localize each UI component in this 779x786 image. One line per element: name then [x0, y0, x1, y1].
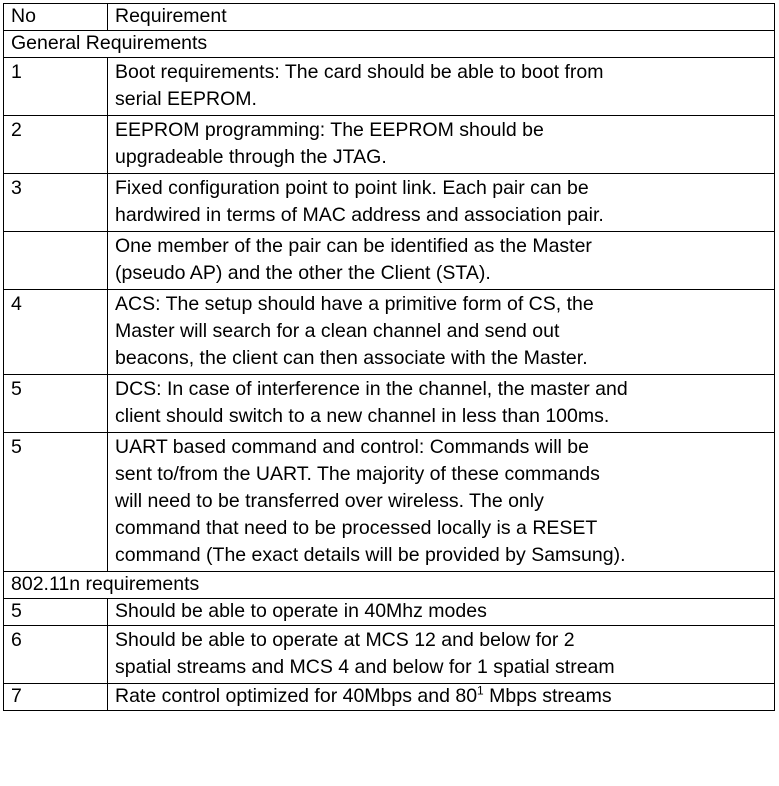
- req-number: 7: [4, 684, 108, 711]
- header-row: [4, 4, 775, 31]
- req-number: 2: [4, 116, 108, 174]
- header-requirement: Requirement: [108, 4, 775, 31]
- req-number: 5: [4, 599, 108, 626]
- table-row: [4, 375, 775, 433]
- footnote-marker: 1: [477, 683, 484, 698]
- section-row-general: [4, 31, 775, 58]
- req-number: [4, 232, 108, 290]
- req-text: UART based command and control: Commands will be sent to/from the UART. The majority of these commands will need to be transferred over wireless. The only command that need to be processed locally is a RESET command (The exact details will be provided by Samsung).: [108, 433, 775, 572]
- req-text: Boot requirements: The card should be able to boot from serial EEPROM.: [108, 58, 775, 116]
- req-text: ACS: The setup should have a primitive form of CS, the Master will search for a clean channel and send out beacons, the client can then associate with the Master.: [108, 290, 775, 375]
- requirements-table: [3, 3, 775, 711]
- req-text-after: Mbps streams: [483, 685, 612, 707]
- req-text: Should be able to operate at MCS 12 and below for 2 spatial streams and MCS 4 and below for 1 spatial stream: [108, 626, 775, 684]
- req-number: 5: [4, 375, 108, 433]
- table-row: [4, 626, 775, 684]
- table-row: [4, 232, 775, 290]
- table-row: [4, 116, 775, 174]
- req-text: [108, 684, 775, 711]
- req-text: DCS: In case of interference in the channel, the master and client should switch to a new channel in less than 100ms.: [108, 375, 775, 433]
- req-text-before: Rate control optimized for 40Mbps and 80: [115, 685, 478, 707]
- req-number: 6: [4, 626, 108, 684]
- req-text: Fixed configuration point to point link. Each pair can be hardwired in terms of MAC address and association pair.: [108, 174, 775, 232]
- table-row: [4, 684, 775, 711]
- table-row: [4, 58, 775, 116]
- req-number: 5: [4, 433, 108, 572]
- req-text: Should be able to operate in 40Mhz modes: [108, 599, 775, 626]
- section-title-general: General Requirements: [4, 31, 775, 58]
- table-row: [4, 433, 775, 572]
- header-no: No: [4, 4, 108, 31]
- table-row: [4, 599, 775, 626]
- table-row: [4, 290, 775, 375]
- req-number: 3: [4, 174, 108, 232]
- req-number: 4: [4, 290, 108, 375]
- req-text: One member of the pair can be identified as the Master (pseudo AP) and the other the Client (STA).: [108, 232, 775, 290]
- req-text: EEPROM programming: The EEPROM should be upgradeable through the JTAG.: [108, 116, 775, 174]
- table-row: [4, 174, 775, 232]
- section-title-80211n: 802.11n requirements: [4, 572, 775, 599]
- req-number: 1: [4, 58, 108, 116]
- section-row-80211n: [4, 572, 775, 599]
